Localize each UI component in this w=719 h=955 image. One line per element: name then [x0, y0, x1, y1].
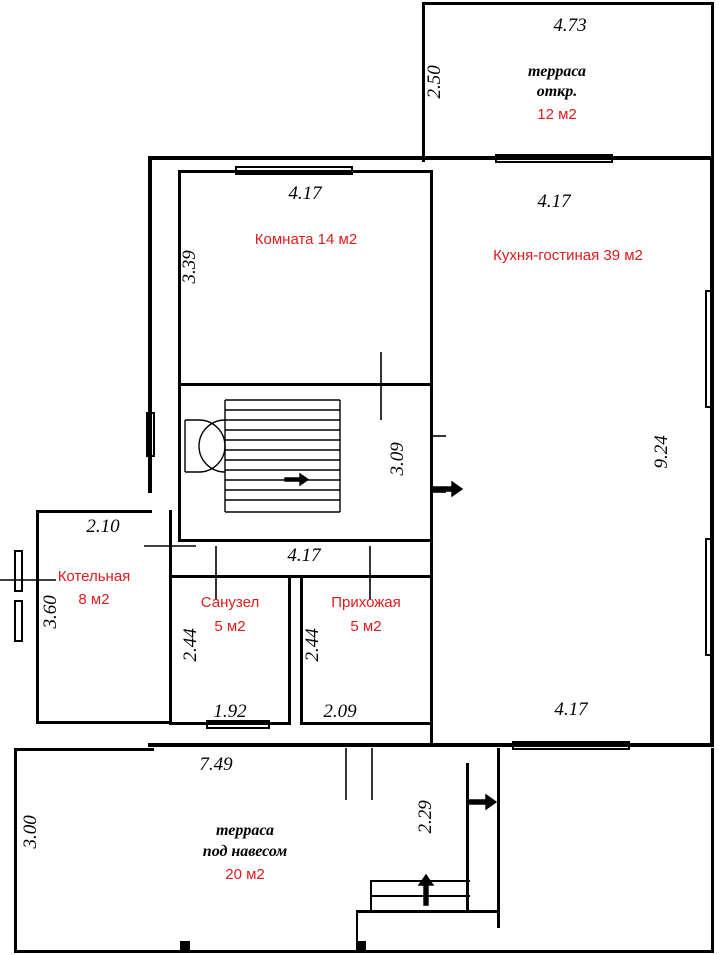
bathroom-name: Санузел: [200, 594, 260, 611]
wall-stairhall-bottom: [178, 539, 432, 542]
wall-house-right: [710, 156, 714, 747]
wall-house-top: [148, 156, 714, 160]
terrace-open-name-line2: откр.: [536, 83, 578, 100]
window-kitchen-right-lower: [705, 538, 714, 656]
dim-room-height: 3.39: [179, 250, 201, 284]
window-kitchen-right-upper: [705, 290, 714, 408]
wall-canopy-top-left: [14, 748, 154, 751]
hallway-name: Прихожая: [331, 594, 401, 611]
dim-kitchen-bottom-width: 4.17: [554, 699, 588, 720]
wall-canopy-right: [711, 748, 714, 953]
wall-porch-left-edge2: [370, 880, 372, 912]
tick-canopy-bottom-2: [356, 941, 366, 951]
hallway-area: 5 м2: [350, 618, 382, 635]
wall-terrace-open-right: [711, 2, 714, 162]
window-boiler-left-lower: [14, 600, 23, 642]
boiler-name: Котельная: [57, 568, 131, 585]
wall-porch-outer: [497, 748, 500, 928]
wall-center-vertical: [430, 170, 433, 747]
terrace-canopy-name-line1: терраса: [215, 822, 275, 839]
dim-kitchen-top-width: 4.17: [537, 191, 571, 212]
wall-porch-step-mid2: [370, 880, 470, 882]
boiler-area: 8 м2: [78, 591, 110, 608]
room-name: Комната 14 м2: [254, 231, 358, 248]
wall-bathroom-left: [169, 575, 172, 725]
wall-porch-step-mid: [370, 895, 470, 897]
dim-porch-width: 2.29: [415, 800, 437, 834]
dim-terrace-open-width: 4.73: [553, 15, 587, 36]
terrace-open-area: 12 м2: [537, 106, 577, 123]
wall-terrace-open-top: [422, 2, 714, 5]
wall-porch-bottom-block: [466, 910, 500, 913]
window-terrace-open-bottom: [495, 154, 613, 163]
dim-terrace-open-height: 2.50: [424, 65, 446, 99]
window-house-left-upper: [146, 412, 155, 457]
window-room-top: [235, 166, 353, 175]
wall-stairhall-left: [178, 386, 181, 542]
kitchen-living-name: Кухня-гостиная 39 м2: [493, 247, 643, 264]
wall-boiler-bottom: [36, 721, 172, 724]
dim-boiler-height: 3.60: [40, 595, 62, 629]
tick-canopy-bottom-1: [180, 941, 190, 951]
bathroom-area: 5 м2: [214, 618, 246, 635]
terrace-canopy-name-line2: под навесом: [202, 843, 288, 860]
dim-hallway-width: 2.09: [323, 701, 357, 722]
dim-room-width: 4.17: [288, 183, 322, 204]
terrace-canopy-area: 20 м2: [225, 866, 265, 883]
dim-stairs-width: 4.17: [287, 545, 321, 566]
dim-bathroom-width: 1.92: [213, 701, 247, 722]
wall-canopy-left: [14, 748, 17, 953]
dim-hallway-height: 2.44: [302, 628, 324, 662]
window-boiler-left-upper: [14, 550, 23, 592]
dim-kitchen-height: 9.24: [651, 435, 673, 469]
dim-boiler-width: 2.10: [86, 516, 120, 537]
wall-porch-inner: [466, 763, 469, 913]
terrace-open-name-line1: терраса: [527, 63, 587, 80]
wall-room-bottom: [178, 383, 432, 386]
dim-canopy-height: 3.00: [20, 815, 42, 849]
dim-total-bottom-width: 7.49: [199, 754, 233, 775]
dim-stairs-height: 3.09: [387, 442, 409, 476]
dim-bathroom-height: 2.44: [180, 628, 202, 662]
window-kitchen-bottom: [512, 741, 630, 750]
wall-boiler-top: [36, 510, 152, 513]
